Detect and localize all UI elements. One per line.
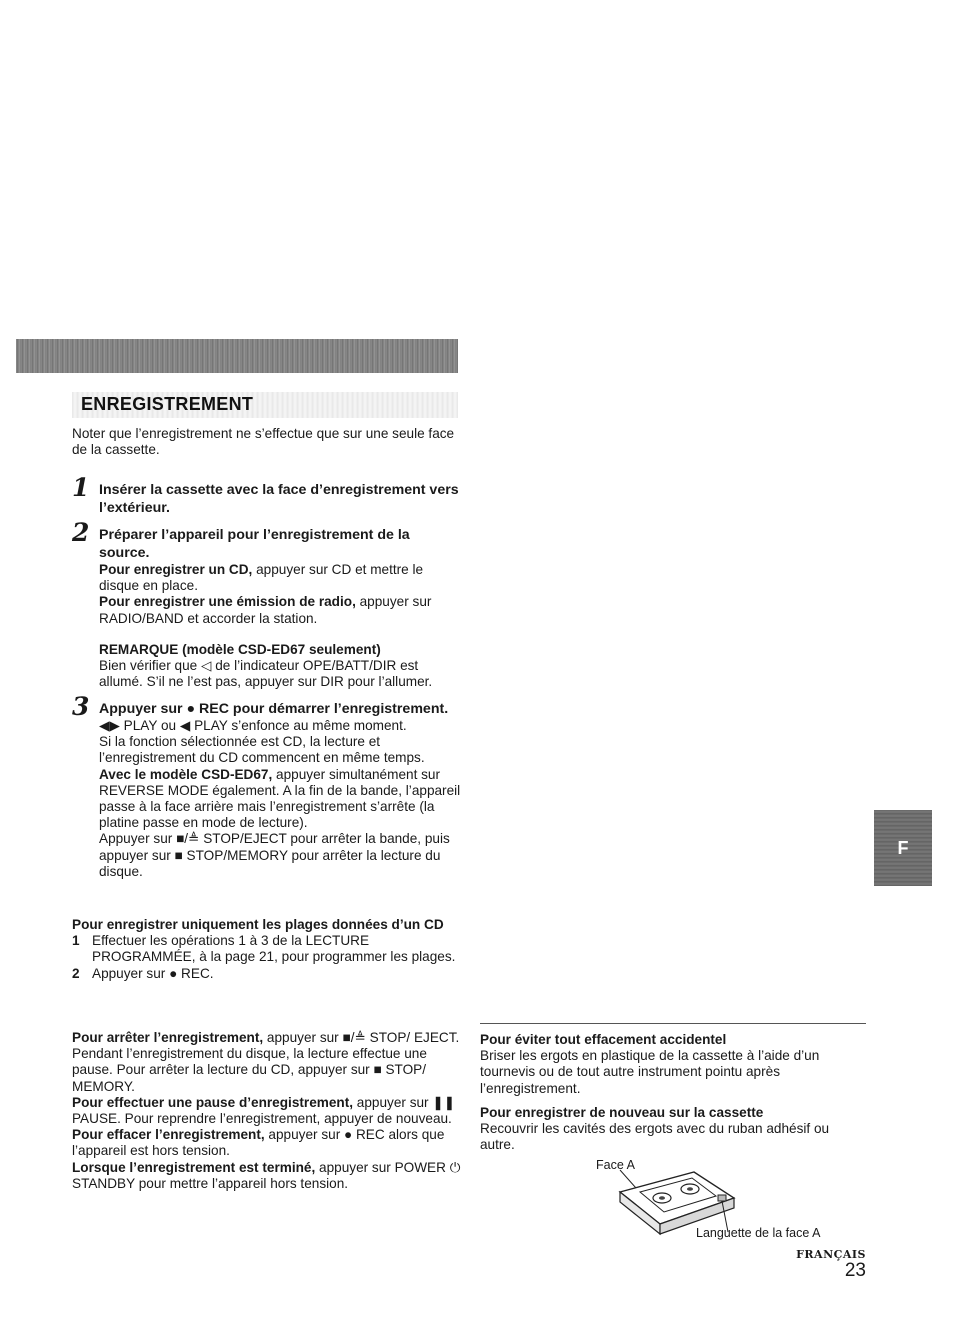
list-number: 2 bbox=[72, 965, 80, 981]
list-text: Effectuer les opérations 1 à 3 de la LECTURE PROGRAMMÉE, à la page 21, pour programmer les plages. bbox=[92, 933, 456, 965]
list-number: 1 bbox=[72, 933, 80, 949]
face-a-label: Face A bbox=[596, 1158, 635, 1172]
cd-instruction-lead: Pour enregistrer un CD, bbox=[99, 562, 253, 577]
note-paragraph bbox=[72, 1046, 464, 1095]
list-item bbox=[72, 933, 464, 965]
note-paragraph bbox=[72, 1095, 464, 1127]
model-line bbox=[99, 767, 464, 832]
step-number: 3 bbox=[72, 692, 90, 721]
remark-text: Bien vérifier que ◁ de l’indicateur OPE/BATT/DIR est allumé. S’il ne l’est pas, appuyer sur DIR pour l’allumer. bbox=[99, 658, 433, 690]
step-body bbox=[99, 562, 464, 690]
note-text: appuyer sur POWER ⏻ STANDBY pour mettre l’appareil hors tension. bbox=[72, 1159, 461, 1191]
step-number: 1 bbox=[72, 473, 90, 502]
rerecord-heading: Pour enregistrer de nouveau sur la cassette bbox=[480, 1104, 764, 1120]
note-lead: Pour effacer l’enregistrement, bbox=[72, 1127, 265, 1143]
note-lead: Pour arrêter l’enregistrement, bbox=[72, 1030, 264, 1045]
play-line: ◀▶ PLAY ou ◀ PLAY s’enfonce au même moment. bbox=[99, 718, 407, 733]
model-line-lead: Avec le modèle CSD-ED67, bbox=[99, 766, 273, 782]
cd-instruction bbox=[99, 562, 464, 594]
radio-instruction-text: appuyer sur RADIO/BAND et accorder la station. bbox=[99, 594, 432, 626]
note-text: Pendant l’enregistrement du disque, la lecture effectue une pause. Pour arrêter la lecture du CD, appuyer sur ■ STOP/ MEMORY. bbox=[72, 1046, 427, 1094]
erase-heading: Pour éviter tout effacement accidentel bbox=[480, 1032, 727, 1047]
radio-instruction bbox=[99, 594, 464, 626]
step-2 bbox=[72, 518, 464, 690]
cd-instruction-text: appuyer sur CD et mettre le disque en place. bbox=[99, 562, 424, 594]
note-lead: Lorsque l’enregistrement est terminé, bbox=[72, 1159, 316, 1175]
erase-section bbox=[480, 1032, 866, 1153]
bottom-notes bbox=[72, 1030, 464, 1192]
tab-label: Languette de la face A bbox=[696, 1226, 821, 1240]
note-lead: Pour effectuer une pause d’enregistrement, bbox=[72, 1094, 354, 1110]
header-band bbox=[16, 339, 458, 373]
erase-text: Briser les ergots en plastique de la cassette à l’aide d’un tournevis ou de tout autre instrument pointu après l’enregistrement. bbox=[480, 1048, 820, 1096]
note-text: appuyer sur ● REC alors que l’appareil est hors tension. bbox=[72, 1127, 445, 1159]
divider bbox=[480, 1023, 866, 1024]
note-text: appuyer sur ■/≜ STOP/ EJECT. bbox=[263, 1030, 460, 1045]
step-heading: Insérer la cassette avec la face d’enregistrement vers l’extérieur. bbox=[99, 482, 459, 516]
stop-line: Appuyer sur ■/≜ STOP/EJECT pour arrêter la bande, puis appuyer sur ■ STOP/MEMORY pour arrêter la lecture du disque. bbox=[99, 831, 450, 879]
section-title: ENREGISTREMENT bbox=[81, 394, 254, 414]
step-heading: Préparer l’appareil pour l’enregistrement de la source. bbox=[99, 527, 410, 561]
footer-language: FRANÇAIS bbox=[796, 1248, 866, 1261]
list-item bbox=[72, 966, 464, 982]
note-paragraph bbox=[72, 1160, 464, 1192]
radio-instruction-lead: Pour enregistrer une émission de radio, bbox=[99, 594, 356, 610]
program-section bbox=[72, 917, 464, 982]
step-body bbox=[99, 718, 464, 880]
program-list bbox=[72, 933, 464, 982]
step-3 bbox=[72, 692, 464, 880]
list-text: Appuyer sur ● REC. bbox=[92, 965, 214, 981]
cd-line: Si la fonction sélectionnée est CD, la lecture et l’enregistrement du CD commencent en même temps. bbox=[99, 734, 425, 766]
note-paragraph bbox=[72, 1127, 464, 1159]
note-text: appuyer sur ❚❚ PAUSE. Pour reprendre l’enregistrement, appuyer de nouveau. bbox=[72, 1094, 456, 1127]
language-tab: F bbox=[874, 810, 932, 886]
page-footer bbox=[780, 1246, 866, 1280]
program-heading: Pour enregistrer uniquement les plages données d’un CD bbox=[72, 917, 444, 932]
model-line-text: appuyer simultanément sur REVERSE MODE également. A la fin de la bande, l’appareil passe à la face arrière mais l’enregistrement s’arrête (la platine passe en mode de lecture). bbox=[99, 766, 461, 831]
rerecord-text: Recouvrir les cavités des ergots avec du ruban adhésif ou autre. bbox=[480, 1121, 830, 1153]
intro-text: Noter que l’enregistrement ne s’effectue que sur une seule face de la cassette. bbox=[72, 426, 455, 458]
step-1 bbox=[72, 473, 464, 517]
step-number: 2 bbox=[72, 518, 90, 547]
remark-heading: REMARQUE (modèle CSD-ED67 seulement) bbox=[99, 641, 381, 657]
step-heading: Appuyer sur ● REC pour démarrer l’enregistrement. bbox=[99, 701, 449, 717]
page-number: 23 bbox=[844, 1260, 866, 1282]
note-paragraph bbox=[72, 1030, 464, 1046]
